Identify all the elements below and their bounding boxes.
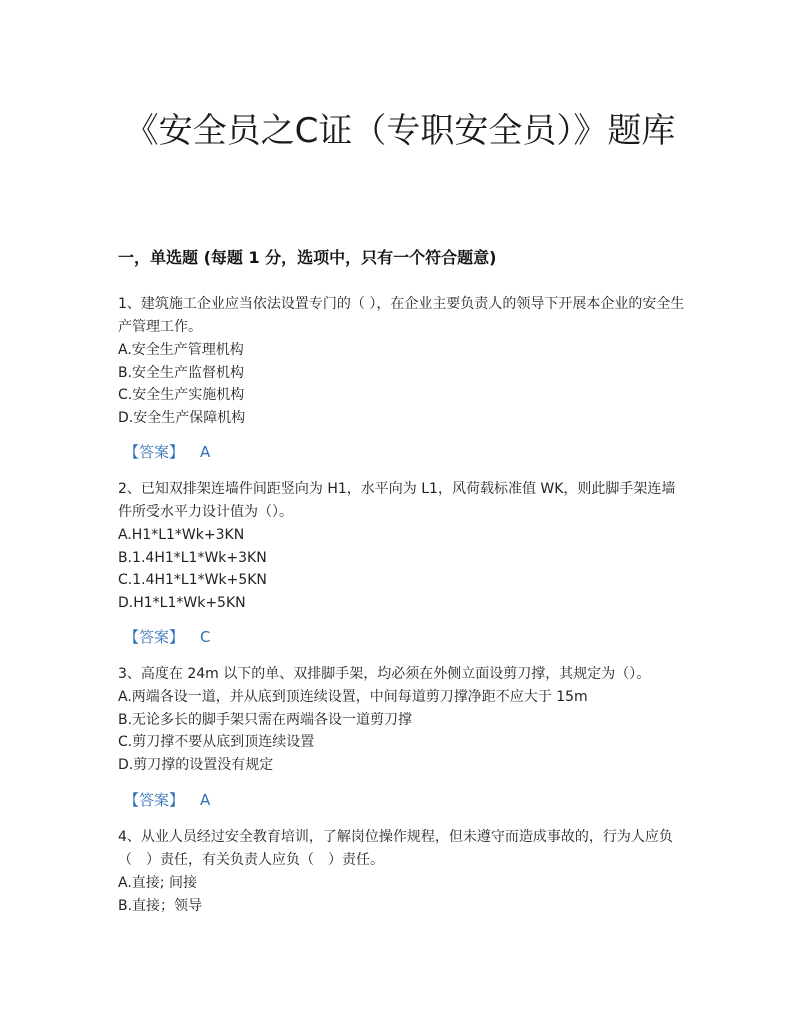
section-heading: 一，单选题 (每题 1 分，选项中，只有一个符合题意): [118, 248, 497, 267]
answer-value: A: [200, 791, 211, 809]
question-1: [118, 293, 688, 429]
option-a: A.两端各设一道，并从底到顶连续设置，中间每道剪刀撑净距不应大于 15m: [118, 689, 588, 705]
answer-3: [124, 789, 210, 811]
option-d: D.剪刀撑的设置没有规定: [118, 756, 274, 773]
question-2: [118, 478, 688, 614]
option-b: B.直接；领导: [118, 897, 203, 914]
option-c: C.剪刀撑不要从底到顶连续设置: [118, 734, 315, 750]
question-stem: 2、已知双排架连墙件间距竖向为 H1，水平向为 L1，风荷载标准值 WK，则此脚手架连墙件所受水平力设计值为（）。: [118, 481, 676, 520]
question-stem: 4、从业人员经过安全教育培训，了解岗位操作规程，但未遵守而造成事故的，行为人应负（ ）责任，有关负责人应负（ ）责任。: [118, 829, 673, 868]
option-b: B.1.4H1*L1*Wk+3KN: [118, 549, 267, 566]
option-b: B.无论多长的脚手架只需在两端各设一道剪刀撑: [118, 711, 413, 728]
option-d: D.H1*L1*Wk+5KN: [118, 594, 246, 611]
answer-label: 【答案】: [124, 628, 185, 646]
question-3: [118, 663, 688, 776]
answer-1: [124, 441, 210, 463]
option-b: B.安全生产监督机构: [118, 364, 245, 381]
answer-2: [124, 626, 211, 648]
question-stem: 1、建筑施工企业应当依法设置专门的（ ），在企业主要负责人的领导下开展本企业的安全生产管理工作。: [118, 296, 685, 335]
answer-label: 【答案】: [124, 443, 185, 461]
option-c: C.安全生产实施机构: [118, 387, 245, 403]
option-c: C.1.4H1*L1*Wk+5KN: [118, 572, 267, 588]
question-4: [118, 826, 688, 917]
option-a: A.直接; 间接: [118, 875, 197, 891]
option-d: D.安全生产保障机构: [118, 409, 246, 426]
document-title: 《安全员之C证（专职安全员）》题库: [124, 111, 676, 151]
answer-value: A: [200, 443, 211, 461]
question-stem: 3、高度在 24m 以下的单、双排脚手架，均必须在外侧立面设剪刀撑，其规定为（）。: [118, 666, 651, 682]
option-a: A.H1*L1*Wk+3KN: [118, 527, 245, 543]
answer-label: 【答案】: [124, 791, 185, 809]
answer-value: C: [200, 628, 211, 646]
option-a: A.安全生产管理机构: [118, 342, 244, 358]
